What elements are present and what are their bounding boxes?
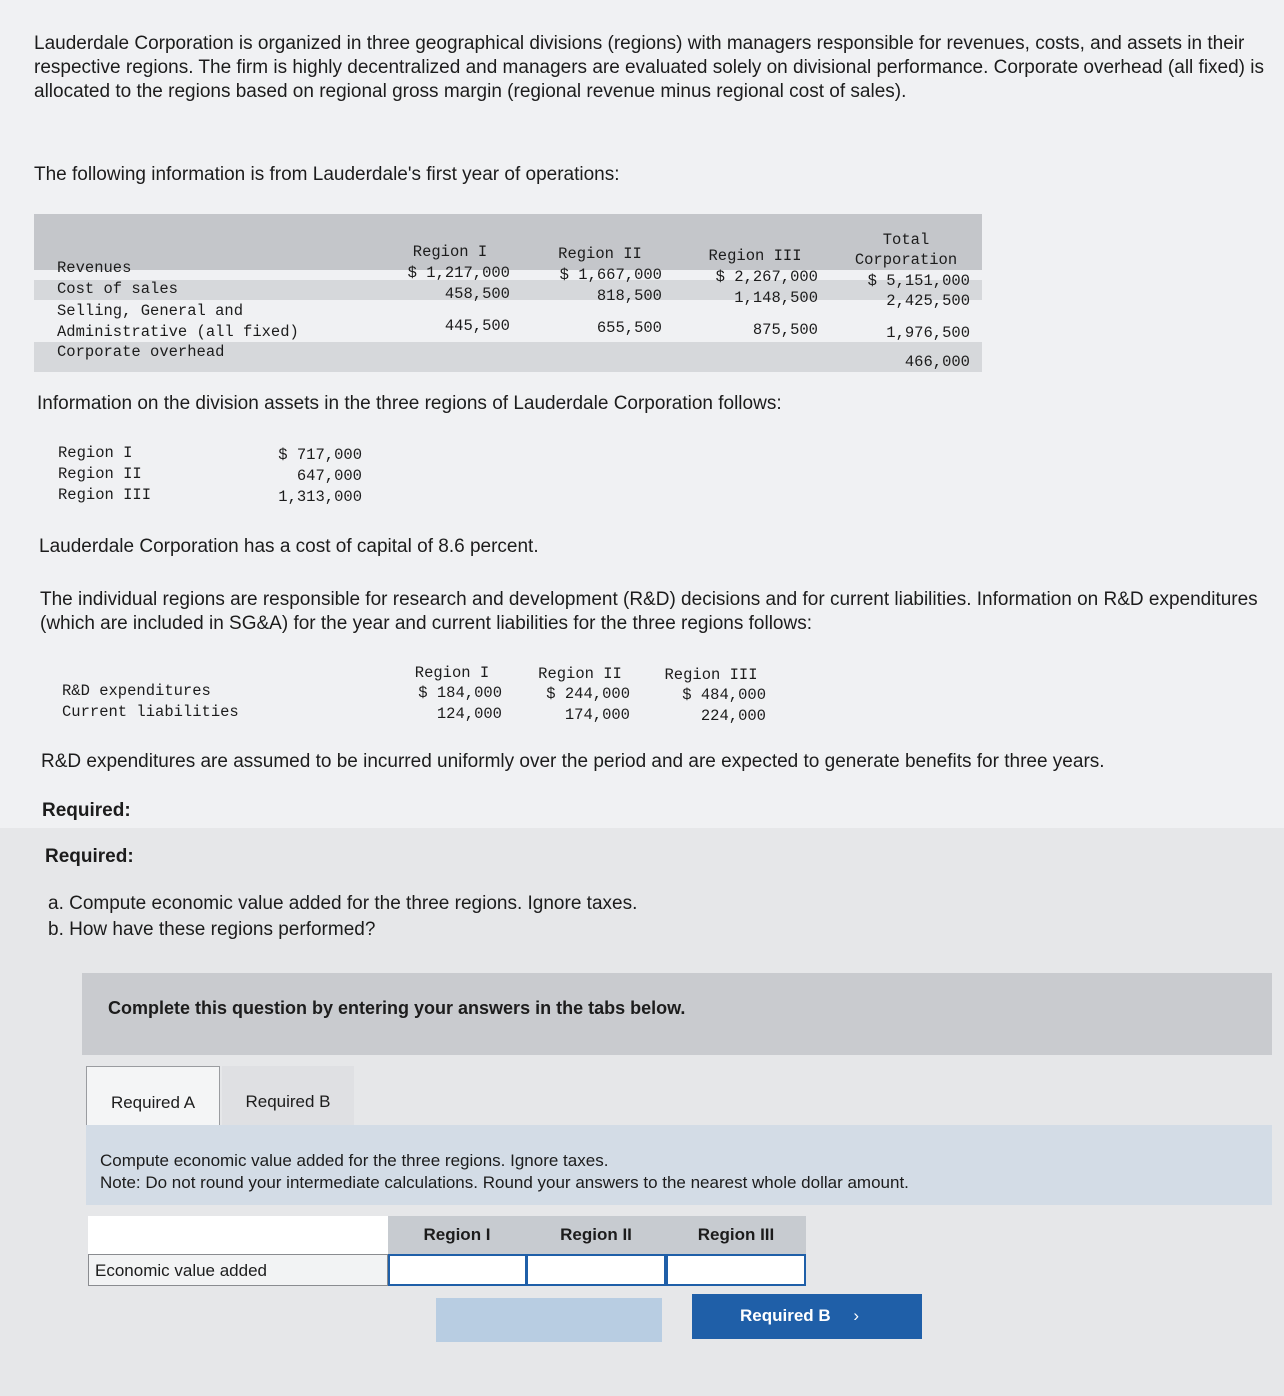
answer-header-region-iii: Region III: [666, 1216, 806, 1254]
evaa-region-ii-input[interactable]: [526, 1254, 666, 1286]
complete-prompt: Complete this question by entering your answers in the tabs below.: [108, 998, 686, 1018]
answer-header-region-i: Region I: [388, 1216, 526, 1254]
required-label-top: Required:: [42, 800, 131, 821]
ops-row-label: Corporate overhead: [57, 343, 225, 361]
asset-value: 1,313,000: [278, 488, 362, 506]
prev-button[interactable]: [436, 1298, 662, 1342]
ops-cell: 1,148,500: [734, 289, 818, 307]
ops-cell: $ 2,267,000: [715, 268, 818, 286]
required-label: Required:: [45, 846, 134, 867]
ops-row-label: Revenues: [57, 259, 132, 277]
ops-cell: 655,500: [596, 319, 662, 337]
rd-cell: $ 184,000: [418, 684, 502, 702]
first-year-intro: The following information is from Lauderdale's first year of operations:: [34, 164, 620, 185]
ops-cell: 875,500: [752, 321, 818, 339]
instruction-text: Compute economic value added for the three regions. Ignore taxes.: [100, 1151, 609, 1170]
ops-header-total: Total: [882, 231, 930, 249]
rd-cell: 124,000: [436, 705, 502, 723]
rd-cell: $ 484,000: [682, 686, 766, 704]
rd-header-region-i: Region I: [414, 664, 490, 682]
ops-row-label: Selling, General and: [57, 302, 244, 320]
required-b-text: b. How have these regions performed?: [48, 919, 376, 940]
ops-cell: $ 1,667,000: [559, 266, 662, 284]
rd-cell: 174,000: [564, 706, 630, 724]
rd-header-region-ii: Region II: [538, 665, 622, 683]
ops-row-label: Cost of sales: [57, 280, 178, 298]
asset-value: $ 717,000: [278, 446, 362, 464]
next-button[interactable]: [692, 1294, 922, 1339]
evaa-region-iii-input[interactable]: [666, 1254, 806, 1286]
ops-cell: 445,500: [444, 317, 510, 335]
rd-header-region-iii: Region III: [664, 666, 758, 684]
ops-cell: 818,500: [596, 287, 662, 305]
rd-row-label: Current liabilities: [62, 703, 239, 721]
asset-label: Region II: [58, 465, 142, 483]
assets-intro: Information on the division assets in the three regions of Lauderdale Corporation follows:: [37, 393, 782, 414]
ops-cell: 458,500: [444, 285, 510, 303]
ops-cell: 1,976,500: [886, 324, 970, 342]
note-text: Note: Do not round your intermediate calculations. Round your answers to the nearest whole dollar amount.: [100, 1173, 909, 1192]
ops-cell: $ 5,151,000: [867, 272, 970, 290]
ops-cell: 466,000: [904, 353, 970, 371]
ops-cell: $ 1,217,000: [407, 264, 510, 282]
asset-label: Region III: [58, 486, 152, 504]
ops-cell: 2,425,500: [886, 292, 970, 310]
asset-label: Region I: [58, 444, 133, 462]
next-button-label: Required B: [740, 1306, 831, 1325]
rd-row-label: R&D expenditures: [62, 682, 211, 700]
answer-header-region-ii: Region II: [526, 1216, 666, 1254]
rd-cell: 224,000: [700, 707, 766, 725]
ops-header-region-ii: Region II: [558, 245, 642, 263]
ops-header-region-i: Region I: [412, 243, 488, 261]
rd-note-text: R&D expenditures are assumed to be incurred uniformly over the period and are expected to generate benefits for three years.: [41, 751, 1105, 772]
ops-row-label-cont: Administrative (all fixed): [57, 323, 299, 341]
evaa-region-i-input[interactable]: [388, 1254, 527, 1286]
asset-value: 647,000: [296, 467, 362, 485]
answer-table-header-blank: [88, 1216, 388, 1254]
cost-of-capital-text: Lauderdale Corporation has a cost of capital of 8.6 percent.: [39, 536, 539, 557]
answer-row-label: Economic value added: [88, 1254, 388, 1286]
tab-required-b[interactable]: Required B: [222, 1066, 354, 1132]
required-a-text: a. Compute economic value added for the three regions. Ignore taxes.: [48, 893, 638, 914]
ops-header-region-iii: Region III: [708, 247, 802, 265]
ops-header-corporation: Corporation: [854, 251, 958, 269]
chevron-right-icon: ›: [853, 1306, 860, 1325]
rd-cell: $ 244,000: [546, 685, 630, 703]
intro-text: Lauderdale Corporation is organized in three geographical divisions (regions) with managers responsible for revenues, costs, and assets in their respective regions. The firm is highly decentralized and managers are evaluated solely on divisional performance. Corporate overhead (all fixed) is allocated to the regions based on regional gross margin (regional revenue minus regional cost of sales).: [34, 33, 1265, 102]
tab-required-a[interactable]: Required A: [86, 1066, 220, 1132]
rd-intro-text: The individual regions are responsible for research and development (R&D) decisions and for current liabilities. Information on R&D expenditures (which are included in SG&A) for the year and current liabilities for the three regions follows:: [40, 589, 1258, 634]
